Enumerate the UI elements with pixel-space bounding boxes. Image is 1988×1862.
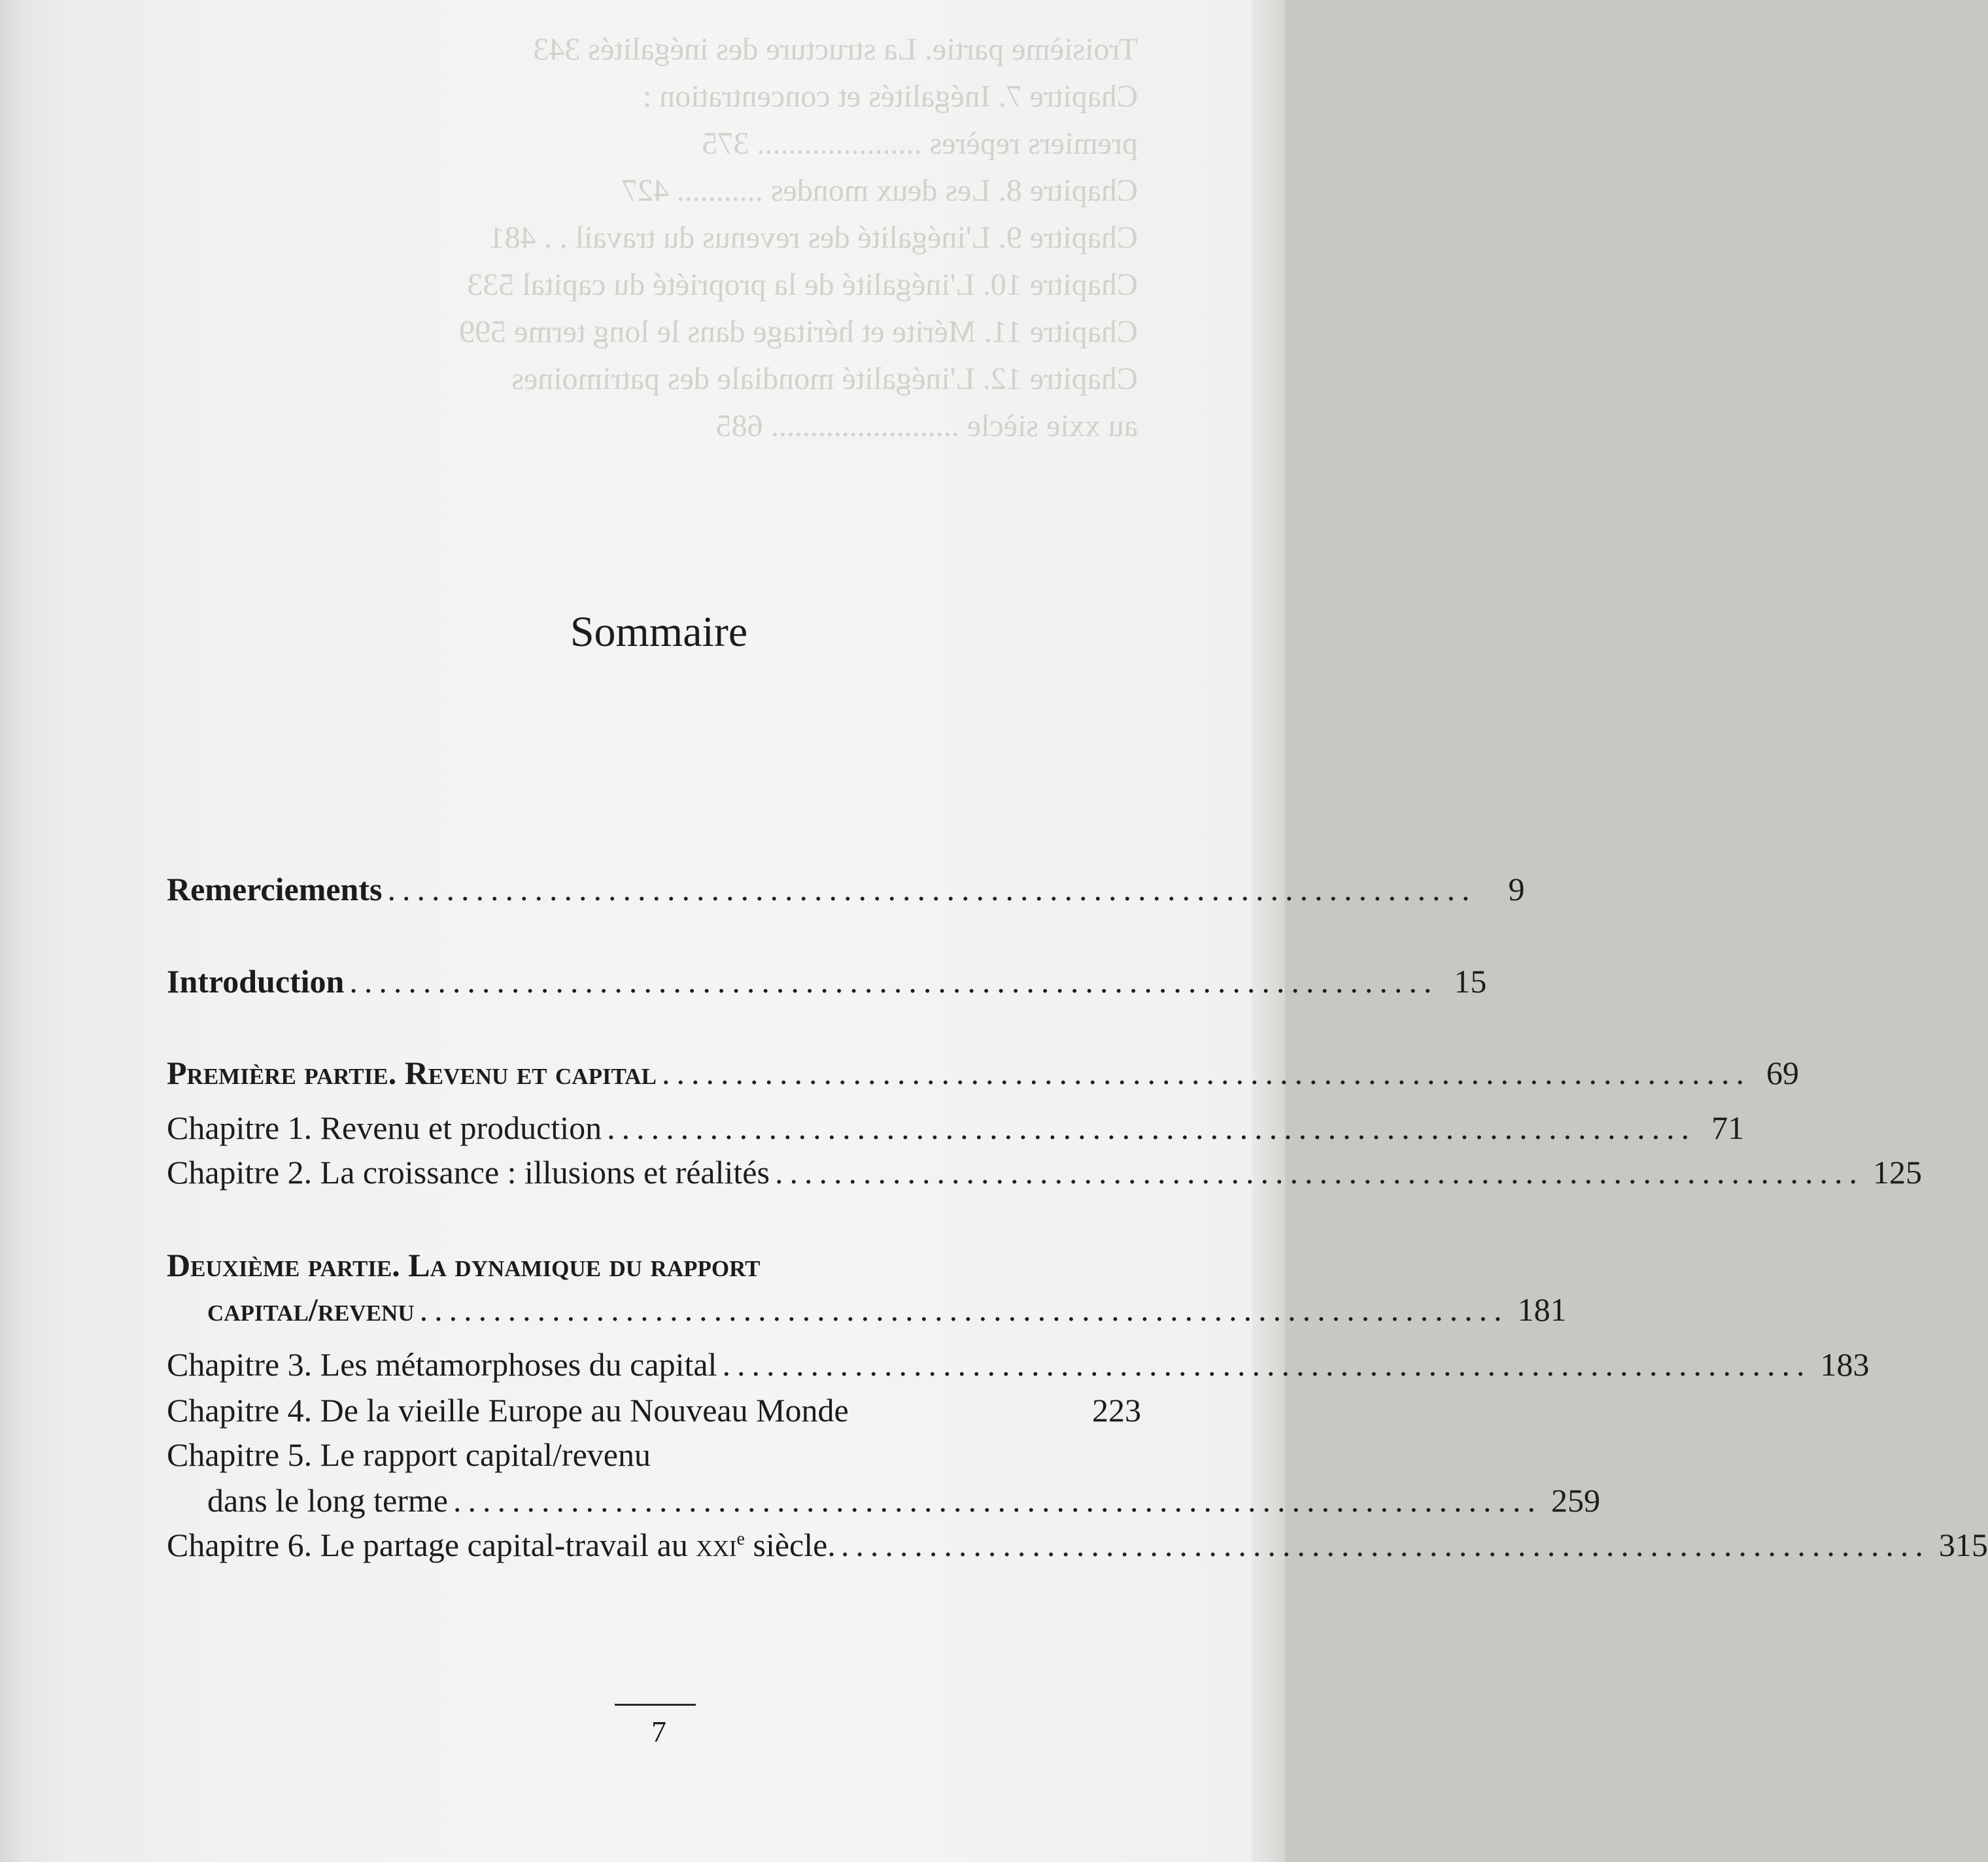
toc-entry-remerciements[interactable] bbox=[167, 866, 1525, 908]
book-gutter bbox=[0, 0, 59, 1862]
toc-page-number: 259 bbox=[1551, 1482, 1600, 1519]
toc-entry-chapter-6[interactable] bbox=[167, 1522, 1988, 1564]
toc-entry-introduction[interactable] bbox=[167, 958, 1487, 1000]
toc-label: Remerciements bbox=[167, 871, 383, 907]
ghost-line: Chapitre 11. Mérite et héritage dans le long terme 599 bbox=[459, 314, 1138, 349]
toc-page-number: 15 bbox=[1454, 963, 1487, 1000]
ghost-line: Chapitre 12. L'inégalité mondiale des patrimoines bbox=[511, 362, 1138, 396]
toc-label: Chapitre 1. Revenu et production bbox=[167, 1109, 602, 1146]
leader-dots: .......................................................................... bbox=[774, 1154, 1864, 1191]
ghost-line: au xxie siècle ........................ 685 bbox=[715, 409, 1138, 443]
toc-page-number: 69 bbox=[1766, 1055, 1799, 1091]
toc-label: Première partie. Revenu et capital bbox=[167, 1055, 657, 1091]
toc-label: Introduction bbox=[167, 963, 345, 1000]
show-through-text bbox=[137, 26, 1138, 450]
toc-label bbox=[167, 1526, 836, 1564]
toc-page-number: 71 bbox=[1711, 1109, 1745, 1146]
toc-entry-chapter-5[interactable] bbox=[167, 1432, 1141, 1474]
toc-entry-chapter-1[interactable] bbox=[167, 1105, 1745, 1147]
leader-dots: .......................................................................... bbox=[453, 1482, 1542, 1519]
toc-label: Chapitre 5. Le rapport capital/revenu bbox=[167, 1436, 651, 1473]
ghost-line: Chapitre 10. L'inégalité de la propriété du capital 533 bbox=[467, 267, 1138, 302]
leader-dots: .......................................................................... bbox=[419, 1291, 1509, 1328]
toc-page-number: 183 bbox=[1820, 1346, 1870, 1383]
toc-entry-chapter-3[interactable] bbox=[167, 1342, 1870, 1383]
page-edge bbox=[1252, 0, 1285, 1862]
leader-dots: .......................................................................... bbox=[722, 1346, 1811, 1383]
toc-entry-chapter-2[interactable] bbox=[167, 1149, 1922, 1191]
toc-page-number: 181 bbox=[1517, 1291, 1567, 1328]
toc-label-text: Chapitre 6. Le partage capital-travail au bbox=[167, 1527, 688, 1563]
toc-page-number: 223 bbox=[1092, 1392, 1141, 1429]
toc-label: capital/revenu bbox=[207, 1291, 415, 1328]
page-title: Sommaire bbox=[570, 608, 748, 656]
toc-label: Chapitre 2. La croissance : illusions et réalités bbox=[167, 1154, 770, 1191]
toc-label: Deuxième partie. La dynamique du rapport bbox=[167, 1247, 761, 1283]
toc-entry-chapter-4[interactable] bbox=[167, 1387, 1141, 1429]
ghost-line: Chapitre 7. Inégalités et concentration : bbox=[642, 79, 1138, 114]
leader-dots: .......................................................................... bbox=[387, 871, 1477, 907]
century-numeral: xxi bbox=[696, 1527, 737, 1563]
toc-page-number: 9 bbox=[1508, 871, 1525, 907]
toc-entry-part-2-continued[interactable] bbox=[167, 1287, 1567, 1329]
leader-dots: .......................................................................... bbox=[661, 1055, 1751, 1091]
ghost-line: Chapitre 9. L'inégalité des revenus du travail . . 481 bbox=[488, 220, 1138, 255]
toc-entry-part-1[interactable] bbox=[167, 1050, 1799, 1092]
century-superscript: e bbox=[736, 1529, 745, 1549]
toc-label: dans le long terme bbox=[207, 1482, 448, 1519]
toc-label: Chapitre 3. Les métamorphoses du capital bbox=[167, 1346, 717, 1383]
toc-page-number: 315 bbox=[1938, 1527, 1988, 1563]
ghost-line: premiers repères ..................... 375 bbox=[702, 126, 1138, 161]
toc-entry-chapter-5-continued[interactable] bbox=[167, 1478, 1600, 1519]
leader-dots: .......................................................................... bbox=[607, 1109, 1696, 1146]
toc-page-number: 125 bbox=[1872, 1154, 1922, 1191]
ghost-line: Chapitre 8. Les deux mondes ........... 427 bbox=[621, 173, 1138, 208]
leader-dots: .......................................................................... bbox=[349, 963, 1439, 1000]
toc-label-tail: siècle. bbox=[753, 1527, 836, 1563]
ghost-line: Troisième partie. La structure des inégalités 343 bbox=[533, 32, 1138, 67]
leader-dots: .......................................................................... bbox=[840, 1527, 1930, 1563]
folio-rule bbox=[615, 1704, 696, 1706]
page-number: 7 bbox=[651, 1715, 666, 1748]
toc-label: Chapitre 4. De la vieille Europe au Nouveau Monde bbox=[167, 1392, 849, 1429]
toc-entry-part-2[interactable] bbox=[167, 1242, 1141, 1284]
